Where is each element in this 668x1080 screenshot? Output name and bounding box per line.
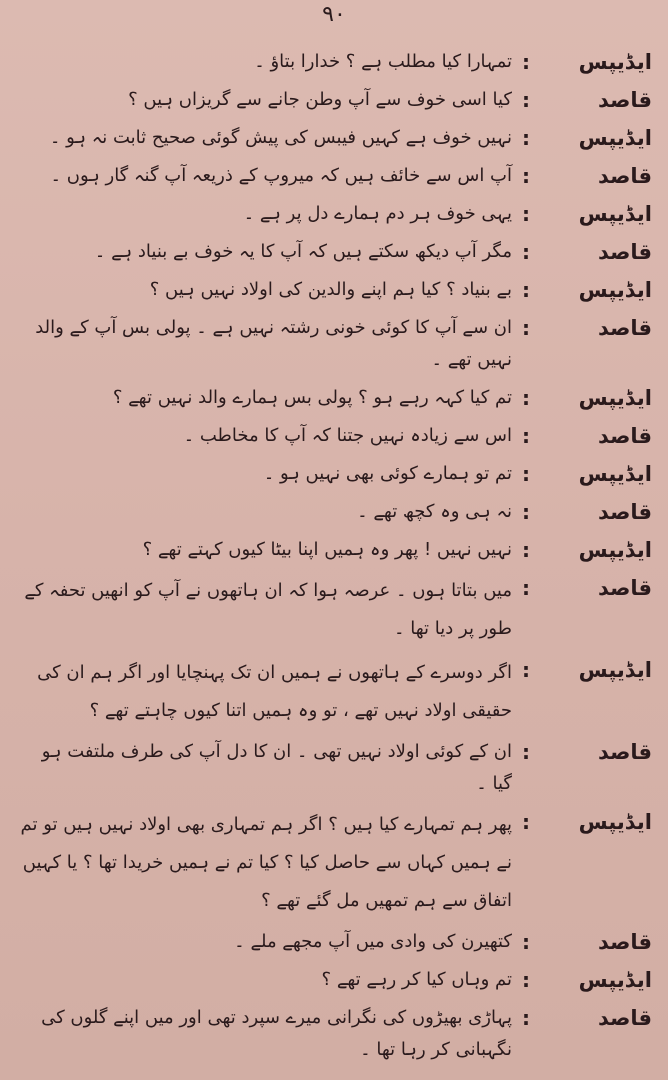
speaker-name: قاصد	[597, 88, 652, 112]
colon-separator: :	[522, 930, 530, 954]
speaker-name: ایڈیپس	[578, 810, 652, 834]
dialogue-text: تم وہاں کیا کر رہے تھے ؟	[321, 969, 512, 990]
dialogue-line	[18, 458, 652, 490]
dialogue-line	[18, 84, 652, 116]
speaker-name: ایڈیپس	[578, 386, 652, 410]
dialogue-line	[18, 534, 652, 566]
colon-separator: :	[522, 810, 530, 834]
dialogue-text: مگر آپ دیکھ سکتے ہیں کہ آپ کا یہ خوف بے بنیاد ہے ۔	[94, 241, 512, 262]
colon-separator: :	[522, 658, 530, 682]
dialogue-line	[18, 420, 652, 452]
speaker-name: قاصد	[597, 500, 652, 524]
dialogue-text: تم کیا کہہ رہے ہو ؟ پولی بس ہمارے والد نہیں تھے ؟	[112, 387, 512, 408]
speaker-name: ایڈیپس	[578, 658, 652, 682]
speaker-name: قاصد	[597, 316, 652, 340]
speaker-name: قاصد	[597, 424, 652, 448]
dialogue-line	[18, 382, 652, 414]
speaker-name: ایڈیپس	[578, 202, 652, 226]
dialogue-line	[18, 46, 652, 78]
colon-separator: :	[522, 126, 530, 150]
dialogue-text: اگر دوسرے کے ہاتھوں نے ہمیں ان تک پہنچایا اور اگر ہم ان کی حقیقی اولاد نہیں تھے ، تو وہ ہمیں اتنا کیوں چاہتے تھے ؟	[37, 662, 512, 721]
dialogue-text: کتھیرن کی وادی میں آپ مجھے ملے ۔	[234, 931, 512, 952]
dialogue-line	[18, 806, 652, 920]
colon-separator: :	[522, 576, 530, 600]
speaker-name: ایڈیپس	[578, 968, 652, 992]
colon-separator: :	[522, 278, 530, 302]
colon-separator: :	[522, 316, 530, 340]
dialogue-text: کیا اسی خوف سے آپ وطن جانے سے گریزاں ہیں ؟	[128, 89, 512, 110]
dialogue-line	[18, 572, 652, 648]
dialogue-line	[18, 964, 652, 996]
dialogue-text: آپ اس سے خائف ہیں کہ میروپ کے ذریعہ آپ گنہ گار ہوں ۔	[50, 165, 512, 186]
colon-separator: :	[522, 500, 530, 524]
dialogue-text: تم تو ہمارے کوئی بھی نہیں ہو ۔	[263, 463, 512, 484]
speaker-name: قاصد	[597, 740, 652, 764]
dialogue-line	[18, 654, 652, 730]
dialogue-text: ان کے کوئی اولاد نہیں تھی ۔ ان کا دل آپ کی طرف ملتفت ہو گیا ۔	[41, 741, 512, 794]
dialogue-line	[18, 312, 652, 376]
dialogue-text: نہ ہی وہ کچھ تھے ۔	[357, 501, 512, 522]
dialogue-text: ان سے آپ کا کوئی خونی رشتہ نہیں ہے ۔ پولی بس آپ کے والد نہیں تھے ۔	[35, 317, 512, 370]
dialogue-line	[18, 496, 652, 528]
dialogue-text: میں بتاتا ہوں ۔ عرصہ ہوا کہ ان ہاتھوں نے آپ کو انھیں تحفہ کے طور پر دیا تھا ۔	[24, 580, 512, 639]
dialogue-text: تمہارا کیا مطلب ہے ؟ خدارا بتاؤ ۔	[254, 51, 512, 72]
colon-separator: :	[522, 538, 530, 562]
dialogue-line	[18, 122, 652, 154]
colon-separator: :	[522, 968, 530, 992]
dialogue-text: پھر ہم تمہارے کیا ہیں ؟ اگر ہم تمہاری بھی اولاد نہیں ہیں تو تم نے ہمیں کہاں سے حاصل کیا ؟ کیا تم نے ہمیں خریدا تھا ؟ یا کہیں اتفاق سے ہم تمھیں مل گئے تھے ؟	[20, 814, 512, 911]
dialogue-line	[18, 160, 652, 192]
dialogue-line	[18, 274, 652, 306]
colon-separator: :	[522, 50, 530, 74]
dialogue-line	[18, 926, 652, 958]
dialogue-line	[18, 736, 652, 800]
speaker-name: قاصد	[597, 1006, 652, 1030]
colon-separator: :	[522, 88, 530, 112]
dialogue-text: اس سے زیادہ نہیں جتنا کہ آپ کا مخاطب ۔	[183, 425, 512, 446]
dialogue-line	[18, 236, 652, 268]
colon-separator: :	[522, 202, 530, 226]
speaker-name: ایڈیپس	[578, 278, 652, 302]
speaker-name: ایڈیپس	[578, 126, 652, 150]
dialogue-text: نہیں خوف ہے کہیں فیبس کی پیش گوئی صحیح ثابت نہ ہو ۔	[49, 127, 512, 148]
dialogue-list	[18, 46, 652, 1072]
dialogue-line	[18, 1002, 652, 1066]
speaker-name: ایڈیپس	[578, 538, 652, 562]
dialogue-text: بے بنیاد ؟ کیا ہم اپنے والدین کی اولاد نہیں ہیں ؟	[149, 279, 512, 300]
colon-separator: :	[522, 462, 530, 486]
speaker-name: قاصد	[597, 576, 652, 600]
colon-separator: :	[522, 740, 530, 764]
colon-separator: :	[522, 1006, 530, 1030]
dialogue-line	[18, 198, 652, 230]
colon-separator: :	[522, 240, 530, 264]
speaker-name: قاصد	[597, 930, 652, 954]
speaker-name: ایڈیپس	[578, 462, 652, 486]
colon-separator: :	[522, 424, 530, 448]
dialogue-text: نہیں نہیں ! پھر وہ ہمیں اپنا بیٹا کیوں کہتے تھے ؟	[142, 539, 512, 560]
speaker-name: ایڈیپس	[578, 50, 652, 74]
dialogue-text: پہاڑی بھیڑوں کی نگرانی میرے سپرد تھی اور میں اپنے گلوں کی نگہبانی کر رہا تھا ۔	[41, 1007, 512, 1060]
colon-separator: :	[522, 164, 530, 188]
dialogue-text: یہی خوف ہر دم ہمارے دل پر ہے ۔	[243, 203, 512, 224]
colon-separator: :	[522, 386, 530, 410]
speaker-name: قاصد	[597, 164, 652, 188]
page-number: ۹۰	[322, 2, 346, 27]
speaker-name: قاصد	[597, 240, 652, 264]
